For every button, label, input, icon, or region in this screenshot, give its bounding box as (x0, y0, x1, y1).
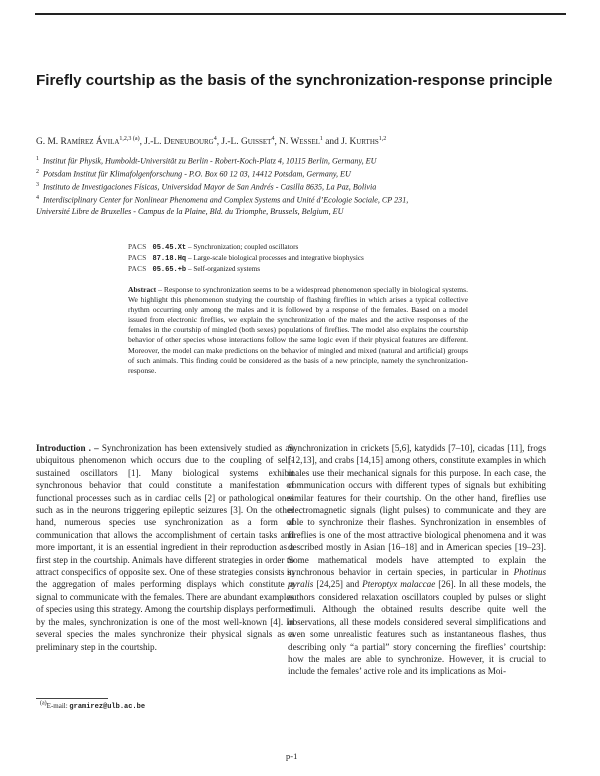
author-sup: 4 (213, 135, 217, 142)
affiliation-continued: Université Libre de Bruxelles - Campus de la Plaine, Bld. du Triomphe, Brussels, Belgium, EU (36, 206, 344, 216)
author-sup: 4 (271, 135, 275, 142)
author-list: G. M. Ramírez Ávila$^{1,2,3 (a)}$, J.-L. Deneubourg$^4$, J.-L. Guisset$^4$, N. Wessel$^1$ and J. Kurths$^{1,2}$ (36, 135, 387, 147)
affiliation: $^3$ Instituto de Investigaciones Físicas, Universidad Mayor de San Andrés - Casilla 8635, La Paz, Bolivia (36, 181, 377, 192)
author-sup: 1,2,3 (a) (119, 135, 140, 142)
author-sup: 1 (319, 135, 323, 142)
section-heading: Introduction . – (36, 443, 99, 453)
footnote: $^{(a)}$E-mail: gramirez@ulb.ac.be (40, 700, 146, 711)
footnote-rule (36, 698, 108, 699)
pacs-entry: PACS 87.18.Hq – Large-scale biological processes and integrative biophysics (128, 254, 364, 264)
abstract (128, 285, 468, 376)
affiliations (36, 154, 566, 217)
pacs-list (128, 242, 548, 276)
paper-title: Firefly courtship as the basis of the synchronization-response principle (36, 72, 553, 89)
abstract-label: Abstract (128, 285, 157, 294)
author-name: N. Wessel (279, 137, 320, 147)
pacs-entry: PACS 05.65.+b – Self-organized systems (128, 265, 261, 275)
affiliation: $^4$ Interdisciplinary Center for Nonlinear Phenomena and Complex Systems and Unité d’Ecologie Sociale, CP 231, (36, 194, 409, 205)
species-name: Photinus pyralis (288, 567, 547, 590)
author-sup: 1,2 (378, 135, 387, 142)
author-name: J.-L. Guisset (221, 137, 272, 147)
affiliation: $^1$ Institut für Physik, Humboldt-Universität zu Berlin - Robert-Koch-Platz 4, 10115 Berlin, Germany, EU (36, 156, 377, 166)
author-name: J. Kurths (341, 137, 379, 147)
page-number: p-1 (286, 751, 298, 761)
email-address: gramirez@ulb.ac.be (69, 703, 146, 711)
body-right-column: Synchronization in crickets [5,6], katydids [7–10], cicadas [11], frogs [12,13], and crabs [14,15] among others, constitute examples in which males use their mechanical signals for this purpose. In each case, the communication occurs with different types of signals but exhibiting similar features for their courtship. On the other hand, fireflies use electromagnetic signals (light pulses) to communicate and they are able to synchronize their flashes. Synchronization in ensembles of fireflies is one of the most attractive biological phenomena and it was described mostly in Asian [16–18] and in American species [19–23]. Some mathematical models have attempted to explain the synchronous behavior in certain species, in particular in Photinus pyralis [24,25] and Pteroptyx malaccae [26]. In all these models, the authors considered relaxation oscillators coupled by pulses or slight stimuli. Although the obtained results describe quite well the observations, all these models considered several simplifications and even some unrealistic features such as instantaneous flashes, thus describing only “a partial” story concerning the fireflies’ courtship: how the males are able to synchronize. However, it is crucial to include the females’ active role and its implications as Moi- (288, 443, 547, 677)
author-name: J.-L. Deneubourg (144, 137, 214, 147)
top-rule (35, 13, 566, 15)
affiliation: $^2$ Potsdam Institut für Klimafolgenforschung - P.O. Box 60 12 03, 14412 Potsdam, Germany, EU (36, 168, 351, 179)
body-left-column: Introduction . – Synchronization has been extensively studied as an ubiquitous phenomenon which occurs due to the coupling of self-sustained oscillators [1]. Many biological systems exhibit synchronous behavior that could constitute a manifestation of functional processes such as in cardiac cells [2] or pathological ones such as in the neurons triggering epileptic seizures [3]. On the other hand, numerous species use synchronization as a form of communication that allows the accomplishment of certain tasks and more important, it is an essential ingredient in their reproduction as a first step in the courtship. Animals have different strategies in order to attract conspecifics of opposite sex. One of these strategies consists in the aggregation of males performing displays which constitute a signal to communicate with the females. There are abundant examples of species using this strategy. Among the courtship displays performed by the males, synchronization is one of the most well-known [4]. In several species the males synchronize their physical signals as a preliminary step in the courtship. (36, 443, 295, 652)
author-name: G. M. Ramírez Ávila (36, 137, 120, 147)
pacs-entry: PACS 05.45.Xt – Synchronization; coupled oscillators (128, 243, 299, 252)
species-name: Pteroptyx malaccae (362, 579, 436, 590)
abstract-text: – Response to synchronization seems to be a widespread phenomenon specially in biological systems. We highlight this phenomenon studying the courtship of flashing fireflies in which arises a typical collective rhythm occurring only among the males and it is followed by a response of the females. Based on a model issued from electronic fireflies, we explain the synchronization of the males and the active responses of the females in the courtship of mingled (both sexes) populations of fireflies. The model also explains the courtship behavior of other species whose interactions follow the same logic even if their physical features are different. Moreover, the model can make predictions on the behavior of mingled and mixed (natural and artificial) groups of such animals. This finding could be considered as the basis of a new principle, namely the synchronization-response. (128, 285, 468, 375)
